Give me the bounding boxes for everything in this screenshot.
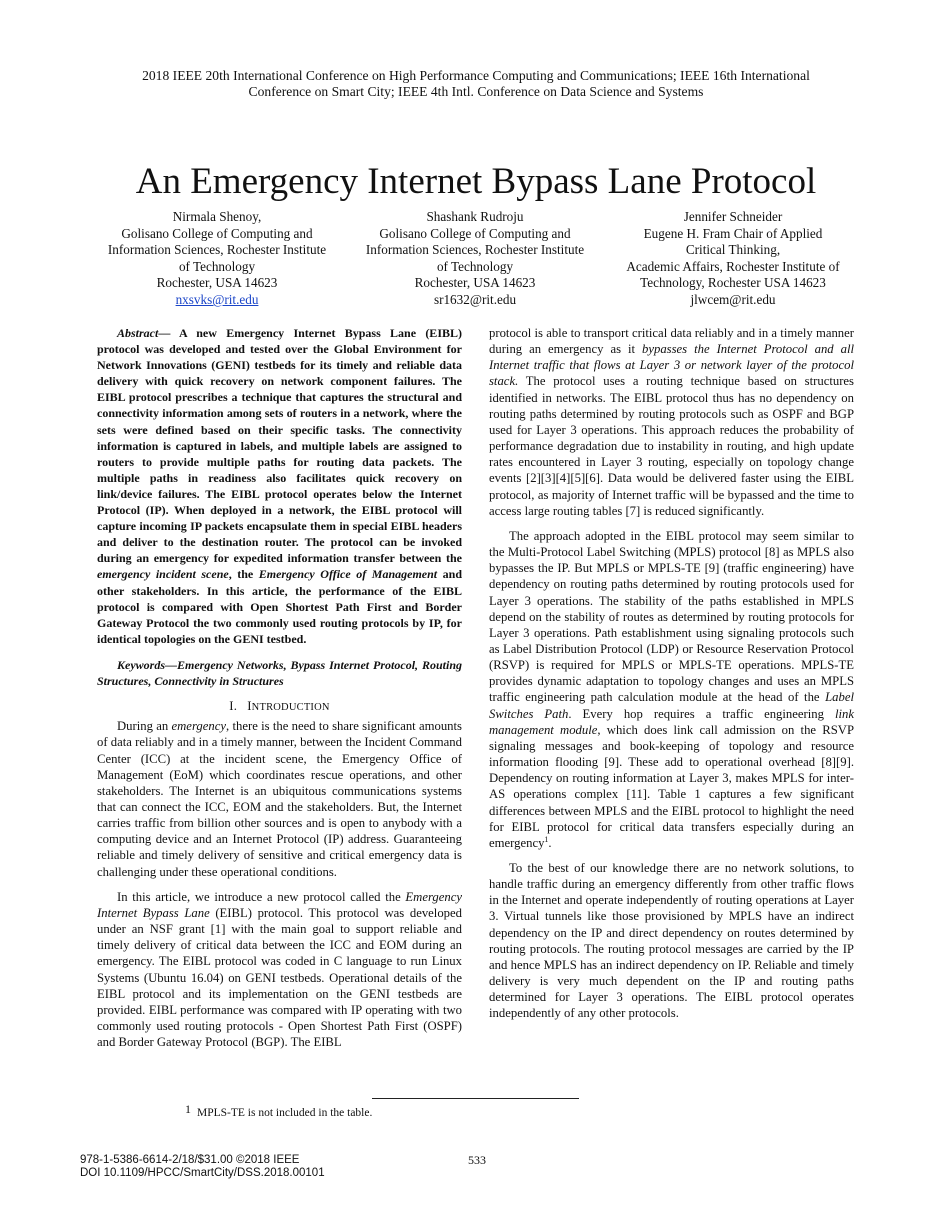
isbn-line: 978-1-5386-6614-2/18/$31.00 ©2018 IEEE — [80, 1154, 300, 1166]
author-block-3 — [608, 209, 858, 309]
paper-title: An Emergency Internet Bypass Lane Protocol — [135, 161, 817, 202]
footnote-divider — [372, 1098, 579, 1099]
footnote-text: MPLS-TE is not included in the table. — [197, 1107, 373, 1119]
abstract: Abstract— A new Emergency Internet Bypass Lane (EIBL) protocol was developed and tested over the Global Environment for Network Innovations (GENI) testbeds for its timely and reliable data delivery with quick recovery on network component failures. The EIBL protocol prescribes a technique that captures the structural and connectivity information among sets of routers in a network, where the sets were defined based on their specific tasks. The connectivity information is captured in labels, and multiple labels are assigned to routers to provide multiple paths for routing data packets. The multiple paths in readiness also facilitates quick recovery on link/device failures. The EIBL protocol operates below the Internet Protocol (IP). When deployed in a network, the EIBL protocol will capture incoming IP packets encapsulate them in special EIBL headers and deliver to the destination router. The protocol can be invoked during an emergency for expedited information transfer between the emergency incident scene, the Emergency Office of Management and other stakeholders. In this article, the performance of the EIBL protocol is compared with Open Shortest Path First and Border Gateway Protocol the two commonly used routing protocols by IP, for identical topologies on the GENI testbed. — [97, 326, 462, 646]
conference-line-2: Conference on Smart City; IEEE 4th Intl. Conference on Data Science and Systems — [248, 84, 704, 99]
author-email: sr1632@rit.edu — [433, 291, 517, 307]
author-location: Rochester, USA 14623 — [414, 275, 536, 291]
author-location: Technology, Rochester USA 14623 — [640, 275, 826, 291]
author-name: Nirmala Shenoy, — [172, 209, 262, 224]
right-column — [489, 325, 854, 1022]
author-name: Jennifer Schneider — [683, 209, 783, 224]
keywords-label: Keywords — [117, 657, 165, 672]
author-affiliation: Eugene H. Fram Chair of Applied — [643, 225, 823, 241]
body-paragraph: protocol is able to transport critical data reliably and in a timely manner during an emergency as it bypasses the Internet Protocol and all Internet traffic that flows at Layer 3 or network layer of the protocol stack. The protocol uses a routing technique based on structures identified in networks. The EIBL protocol thus has no dependency on routing paths determined by routing protocols such as OSPF and BGP used for Layer 3 operations. This approach reduces the probability of performance degradation due to instability in routing, and high update rates encountered in Layer 3 routing, especially on topology change events [2][3][4][5][6]. Data would be delivered faster using the EIBL protocol, as majority of Internet traffic will be bypassed and the time to access large routing tables [7] is reduced significantly. — [489, 326, 855, 518]
author-location: Rochester, USA 14623 — [156, 275, 278, 291]
author-name: Shashank Rudroju — [426, 209, 524, 224]
footnote-number: 1 — [185, 1102, 191, 1116]
author-affiliation: of Technology — [436, 258, 514, 274]
author-affiliation: Golisano College of Computing and — [121, 225, 313, 241]
author-affiliation: Information Sciences, Rochester Institute — [365, 242, 585, 258]
page-number: 533 — [468, 1153, 486, 1167]
copyright-footer — [80, 1154, 325, 1180]
author-block-1 — [92, 209, 342, 309]
section-heading-introduction: I. INTRODUCTION — [229, 699, 330, 714]
author-affiliation: Academic Affairs, Rochester Institute of — [626, 258, 840, 274]
abstract-label: Abstract — [117, 326, 159, 340]
author-block-2 — [350, 209, 600, 309]
body-paragraph: In this article, we introduce a new protocol called the Emergency Internet Bypass Lane (EIBL) protocol. This protocol was developed under an NSF grant [1] with the main goal to support reliable and timely delivery of critical data between the ICC and EOM during an emergency. The EIBL protocol was coded in C language to run Linux Systems (Ubuntu 16.04) on GENI testbeds. Operational details of the EIBL protocol and its implementation on the GENI testbeds are provided. EIBL performance was compared with IP operating with two commonly used routing protocols - Open Shortest Path First (OSPF) and Border Gateway Protocol (BGP). The EIBL — [97, 889, 462, 1050]
body-paragraph: To the best of our knowledge there are no network solutions, to handle traffic during an emergency differently from other traffic flows in the Internet and operate independently of routing operations at Layer 3. Virtual tunnels like those provisioned by MPLS have an indirect dependency on the IP and direct dependency on routes determined by routing protocols. The routing protocol messages are carried by the IP and hence MPLS has an indirect dependency on IP. Reliable and timely delivery is very much dependent on the IP and routing paths determined for Layer 3 operations. The EIBL protocol operates independently of any other protocols. — [489, 861, 854, 1021]
keywords: Keywords—Emergency Networks, Bypass Internet Protocol, Routing Structures, Connectivity in Structures — [97, 657, 462, 688]
author-affiliation: of Technology — [178, 258, 256, 274]
author-affiliation: Golisano College of Computing and — [379, 225, 571, 241]
conference-header — [60, 68, 892, 100]
footnote-marker: 1 — [544, 834, 549, 844]
author-affiliation: Information Sciences, Rochester Institute — [107, 242, 327, 258]
author-email-link[interactable]: nxsvks@rit.edu — [175, 291, 259, 307]
doi-line: DOI 10.1109/HPCC/SmartCity/DSS.2018.00101 — [80, 1167, 325, 1179]
footnote — [185, 1102, 373, 1120]
author-email: jlwcem@rit.edu — [690, 291, 776, 307]
author-affiliation: Critical Thinking, — [685, 242, 781, 258]
body-paragraph: The approach adopted in the EIBL protocol may seem similar to the Multi-Protocol Label Switching (MPLS) protocol [8] as MPLS also bypasses the IP. But MPLS or MPLS-TE [9] (traffic engineering) have dependency on routing paths determined by routing protocols used for Layer 3 operations. The stability of the paths established in MPLS depend on the stability of routes as determined by routing protocols for Layer 3 operations. Path establishment using signaling protocols such as Label Distribution Protocol (LDP) or Resource Reservation Protocol (RSVP) is required for MPLS or MPLS-TE operations. MPLS-TE provides dynamic adaptation to topology changes and uses an MPLS traffic engineering path calculation module at the head of the Label Switches Path. Every hop requires a traffic engineering link management module, which does link call admission on the RSVP signaling messages and book-keeping of topology and resource information flooding [9]. These add to operational overhead [8][9]. Dependency on routing information at Layer 3, makes MPLS for inter-AS operations complex [11]. Table 1 captures a few significant differences between MPLS and the EIBL protocol to highlight the need for EIBL protocol for critical data transfers especially during an emergency$^1$. — [489, 528, 854, 850]
body-paragraph: During an emergency, there is the need to share significant amounts of data reliably and in a timely manner, between the Incident Command Center (ICC) at the incident scene, the Emergency Office of Management (EoM) which coordinates rescue operations, and other stakeholders. The Internet is an ubiquitous communications systems that can connect the ICC, EOM and the stakeholders. But, the Internet carries traffic from billion other sources and is open to anybody with a computing device and an Internet Protocol (IP) address. Guaranteeing reliable and timely delivery of sensitive and critical emergency data is challenging under these operational conditions. — [97, 719, 462, 879]
conference-line-1: 2018 IEEE 20th International Conference on High Performance Computing and Communications; IEEE 16th International — [142, 68, 810, 83]
left-column — [97, 325, 462, 1050]
